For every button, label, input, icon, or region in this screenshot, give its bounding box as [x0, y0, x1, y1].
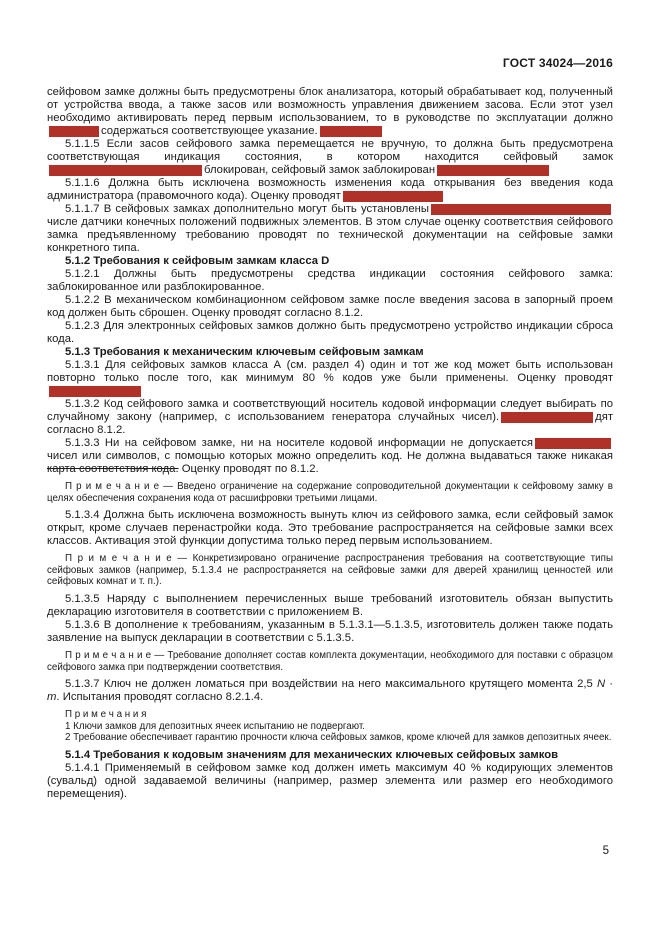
- section-heading: [47, 749, 613, 762]
- body-paragraph: [47, 203, 613, 255]
- text-segment: 5.1.2.2 В механическом комбинационном сейфовом замке после введения засова в запорный проем код должен быть сброшен. Оценку проводят согласно 8.1.2.: [47, 294, 613, 319]
- text-segment: числе датчики конечных положений подвижных элементов. В этом случае оценку соответствия сейфового замка предъявленному требованию проводят по технической документации на сейфовые замки конкретного типа.: [47, 216, 613, 254]
- text-segment: содержаться соответствующее указание.: [101, 125, 318, 137]
- text-segment: 5.1.3 Требования к механическим ключевым сейфовым замкам: [65, 346, 424, 358]
- text-segment: 5.1.3.6 В дополнение к требованиям, указанным в 5.1.3.1—5.1.3.5, изготовитель должен также подать заявление на выпуск декларации в соответствии с 5.1.3.5.: [47, 618, 613, 644]
- text-segment: 2 Требование обеспечивает гарантию прочности ключа сейфовых замков, кроме ключей для замков депозитных ячеек.: [65, 732, 612, 744]
- note-paragraph: [47, 553, 613, 588]
- text-segment: сейфовом замке должны быть предусмотрены блок анализатора, который обрабатывает код, полученный от устройства ввода, а также засов или возможность управления движением засова. Если этот узел необходимо активировать перед первым использованием, то в руководстве по эксплуатации должно: [47, 86, 613, 124]
- document-body: [47, 86, 613, 801]
- section-heading: [47, 255, 613, 268]
- text-segment: 5.1.2.1 Должны быть предусмотрены средства индикации состояния сейфового замка: заблокированное или разблокированное.: [47, 268, 613, 293]
- text-segment: 5.1.3.7 Ключ не должен ломаться при воздействии на него максимального крутящего момента 2,5: [65, 678, 597, 691]
- text-segment: 5.1.3.5 Наряду с выполнением перечисленных выше требований изготовитель обязан выпустить декларацию изготовителя в соответствии с приложением В.: [47, 592, 613, 618]
- text-segment: 1 Ключи замков для депозитных ячеек испытанию не подвергают.: [65, 720, 365, 732]
- redaction-mark: [49, 386, 141, 397]
- text-segment: П р и м е ч а н и я: [65, 709, 147, 721]
- text-segment: дят согласно 8.1.2.: [47, 411, 613, 436]
- body-paragraph: [47, 359, 613, 398]
- body-paragraph: [47, 398, 613, 437]
- text-segment: П р и м е ч а н и е — Требование дополняет состав комплекта документации, необходимого для поставки с образцом сейфового замка при подтверждении соответствия.: [47, 649, 613, 673]
- note-paragraph: [47, 481, 613, 504]
- text-segment: 5.1.4.1 Применяемый в сейфовом замке код должен иметь максимум 40 % кодирующих элементов (сувальд) одной задаваемой величины (например, размер элемента или размер его необходимого перемещения).: [47, 761, 613, 800]
- body-paragraph: [47, 86, 613, 138]
- section-heading: [47, 346, 613, 359]
- body-paragraph: [47, 294, 613, 320]
- text-segment: 5.1.1.5 Если засов сейфового замка перемещается не вручную, то должна быть предусмотрена соответствующая индикация состояния, в котором находится сейфовый замок: [47, 138, 613, 163]
- text-segment: 5.1.3.2 Код сейфового замка и соответствующий носитель кодовой информации следует выбирать по случайному закону (например, с использованием генератора случайных чисел).: [47, 398, 613, 423]
- redaction-mark: [431, 204, 611, 215]
- redaction-mark: [437, 165, 549, 176]
- text-segment: . Испытания проводят согласно 8.2.1.4.: [56, 691, 264, 704]
- redaction-mark: [49, 165, 202, 176]
- note-paragraph: [47, 721, 613, 733]
- body-paragraph: [47, 619, 613, 645]
- text-segment: 5.1.1.7 В сейфовых замках дополнительно могут быть установлены: [65, 203, 429, 215]
- text-segment: карта соответствия кода.: [47, 463, 179, 475]
- body-paragraph: [47, 437, 613, 476]
- text-segment: 5.1.3.4 Должна быть исключена возможность вынуть ключ из сейфового замка, если сейфовый замок открыт, кроме случаев перенастройки кода. Это требование распространяется на сейфовые замки всех классов. Активация этой функции допустима только перед первым использованием.: [47, 509, 613, 548]
- redaction-mark: [343, 191, 443, 202]
- body-paragraph: [47, 268, 613, 294]
- text-segment: 5.1.2.3 Для электронных сейфовых замков должно быть предусмотрено устройство индикации сброса кода.: [47, 320, 613, 345]
- redaction-mark: [535, 438, 611, 449]
- redaction-mark: [320, 126, 382, 137]
- text-segment: 5.1.2 Требования к сейфовым замкам класса D: [65, 255, 330, 267]
- text-segment: 5.1.3.1 Для сейфовых замков класса А (см. раздел 4) один и тот же код может быть использован повторно только после того, как минимум 80 % кодов уже были применены. Оценку проводят: [47, 359, 613, 384]
- body-paragraph: [47, 678, 613, 704]
- text-segment: чисел или символов, с помощью которых можно определить код. Не должна выдаваться также никакая: [47, 450, 613, 462]
- body-paragraph: [47, 177, 613, 203]
- text-segment: 5.1.4 Требования к кодовым значениям для механических ключевых сейфовых замков: [65, 748, 559, 761]
- text-segment: П р и м е ч а н и е — Конкретизировано ограничение распространения требования на соответствующие типы сейфовых замков (например, 5.1.3.4 не распространяется на сейфовые замки для дверей хранилищ ценностей или сейфовых комнат и т. п.).: [47, 553, 613, 588]
- redaction-mark: [501, 412, 593, 423]
- text-segment: блокирован, сейфовый замок заблокирован: [204, 164, 436, 176]
- body-paragraph: [47, 138, 613, 177]
- body-paragraph: [47, 762, 613, 801]
- text-segment: 5.1.3.3 Ни на сейфовом замке, ни на носителе кодовой информации не допускается: [65, 437, 533, 449]
- redaction-mark: [49, 126, 99, 137]
- page-number: 5: [602, 845, 609, 857]
- text-segment: П р и м е ч а н и е — Введено ограничение на содержание сопроводительной документации к сейфовому замку в целях обеспечения сохранения кода от расшифровки третьими лицами.: [47, 481, 613, 504]
- note-paragraph: [47, 732, 613, 744]
- text-segment: N · m: [47, 678, 614, 704]
- text-segment: Оценку проводят по 8.1.2.: [178, 463, 319, 475]
- body-paragraph: [47, 509, 613, 548]
- body-paragraph: [47, 320, 613, 346]
- body-paragraph: [47, 593, 613, 619]
- document-number: ГОСТ 34024—2016: [502, 56, 613, 70]
- note-paragraph: [47, 650, 613, 673]
- text-segment: 5.1.1.6 Должна быть исключена возможность изменения кода открывания без введения кода администратора (правомочного кода). Оценку проводят: [47, 177, 613, 202]
- note-paragraph: [47, 709, 613, 721]
